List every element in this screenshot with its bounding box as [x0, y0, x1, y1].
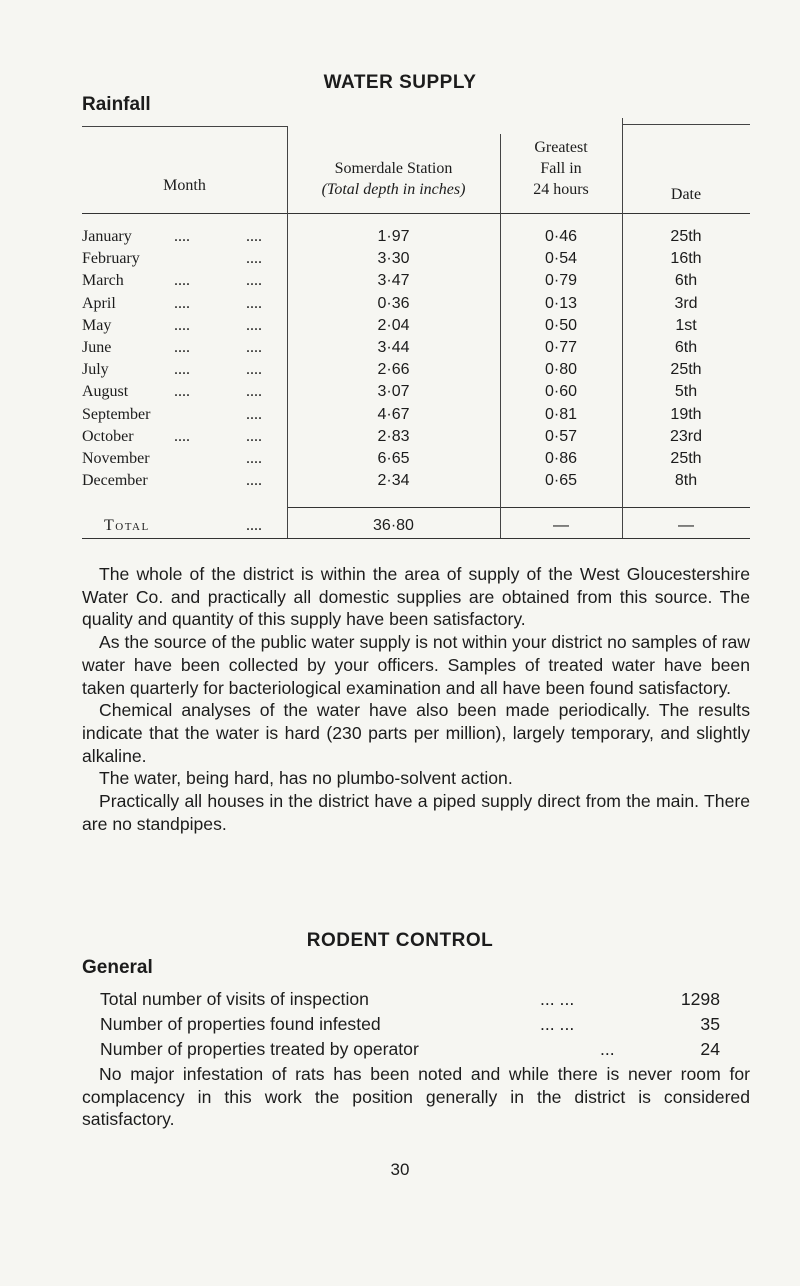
- rodent-title: RODENT CONTROL: [306, 930, 494, 951]
- header-date: Date: [670, 186, 702, 203]
- fall-cell: 0·77: [544, 339, 578, 356]
- leader-dots: ....: [246, 228, 262, 245]
- stat-label: Total number of visits of inspection: [100, 989, 369, 1009]
- table-row: [82, 315, 750, 336]
- date-cell: 6th: [674, 272, 698, 290]
- leader-dots: ....: [174, 427, 190, 445]
- leader-dots: ... ...: [540, 1014, 575, 1034]
- fall-cell: 0·54: [544, 250, 578, 268]
- leader-dots: ... ...: [540, 989, 575, 1009]
- depth-cell: 3·44: [377, 339, 410, 356]
- leader-dots: ....: [246, 383, 262, 401]
- page-title: WATER SUPPLY: [323, 72, 477, 93]
- table-rule: [622, 124, 750, 125]
- table-row: [82, 426, 750, 447]
- date-cell: 16th: [670, 250, 702, 268]
- table-rule: [82, 213, 287, 214]
- stat-label: Number of properties found infested: [100, 1014, 381, 1034]
- month-cell: [82, 448, 287, 469]
- leader-dots: ....: [246, 450, 262, 467]
- rainfall-table: [82, 118, 750, 541]
- date-cell: 3rd: [674, 294, 698, 312]
- depth-cell: 4·67: [377, 405, 410, 423]
- table-rule: [82, 126, 287, 127]
- total-date: —: [678, 517, 694, 534]
- table-row: [82, 293, 750, 314]
- depth-cell: 0·36: [377, 294, 410, 312]
- stat-row: [100, 1038, 720, 1061]
- depth-cell: 2·83: [377, 427, 410, 445]
- month-label: October: [82, 427, 134, 445]
- rodent-text: [82, 1063, 750, 1131]
- fall-cell: 0·65: [544, 472, 578, 490]
- header-station-sub: (Total depth in inches): [321, 181, 466, 198]
- leader-dots: ....: [246, 361, 262, 379]
- month-label: November: [82, 450, 150, 467]
- fall-cell: 0·80: [544, 361, 578, 379]
- paragraph: As the source of the public water supply is not within your district no samples of raw water have been collected by your officers. Samples of treated water have been taken quarterly for bacteriological examination and all have been found satisfactory.: [82, 632, 750, 698]
- month-cell: [82, 315, 287, 336]
- table-rule: [82, 538, 750, 539]
- month-label: May: [82, 316, 112, 334]
- total-fall: —: [553, 517, 569, 534]
- depth-cell: 2·04: [377, 316, 410, 334]
- fall-cell: 0·81: [544, 405, 578, 423]
- month-label: April: [82, 294, 116, 312]
- total-label: Total: [104, 517, 150, 534]
- date-cell: 8th: [674, 472, 698, 490]
- month-cell: [82, 381, 287, 402]
- table-row: [82, 270, 750, 291]
- leader-dots: ....: [246, 472, 262, 490]
- table-row: [82, 226, 750, 247]
- leader-dots: ....: [246, 294, 262, 312]
- paragraph: The water, being hard, has no plumbo-solvent action.: [99, 768, 513, 789]
- fall-cell: 0·79: [544, 272, 578, 290]
- month-label: January: [82, 228, 132, 245]
- fall-cell: 0·13: [544, 294, 578, 312]
- table-row: [82, 248, 750, 269]
- month-cell: [82, 248, 287, 269]
- date-cell: 6th: [674, 339, 698, 356]
- month-label: August: [82, 383, 129, 401]
- depth-cell: 1·97: [377, 228, 410, 245]
- table-rule: [287, 213, 750, 214]
- leader-dots: ....: [174, 383, 190, 401]
- depth-cell: 2·34: [377, 472, 410, 490]
- month-cell: [82, 293, 287, 314]
- depth-cell: 3·47: [377, 272, 410, 290]
- rodent-heading: General: [82, 957, 153, 978]
- leader-dots: ....: [174, 339, 190, 356]
- header-month: Month: [163, 177, 206, 194]
- month-cell: [82, 404, 287, 425]
- month-label: June: [82, 339, 112, 356]
- stat-value: 24: [700, 1039, 720, 1059]
- table-row: [82, 359, 750, 380]
- header-fall-3: 24 hours: [533, 181, 589, 198]
- leader-dots: ....: [246, 405, 262, 423]
- depth-cell: 6·65: [377, 450, 410, 467]
- paragraph: No major infestation of rats has been noted and while there is never room for complacency in this work the position generally in the district is considered satisfactory.: [82, 1064, 750, 1130]
- fall-cell: 0·46: [544, 228, 578, 245]
- month-label: July: [82, 361, 109, 379]
- date-cell: 23rd: [669, 427, 703, 445]
- leader-dots: ....: [246, 339, 262, 356]
- month-cell: [82, 426, 287, 447]
- date-cell: 25th: [670, 361, 702, 379]
- paragraph: The whole of the district is within the area of supply of the West Gloucestershire Water Co. and practically all domestic supplies are obtained from this source. The quality and quantity of this supply have been satisfactory.: [82, 564, 750, 630]
- paragraph: Chemical analyses of the water have also been made periodically. The results indicate that the water is hard (230 parts per million), largely temporary, and slightly alkaline.: [82, 700, 750, 766]
- stat-value: 1298: [680, 989, 720, 1009]
- month-cell: [82, 226, 287, 247]
- fall-cell: 0·86: [544, 450, 578, 467]
- leader-dots: ....: [174, 294, 190, 312]
- date-cell: 25th: [670, 450, 702, 467]
- month-label: December: [82, 472, 148, 490]
- header-fall-1: Greatest: [534, 139, 588, 156]
- water-text: [82, 563, 750, 835]
- stat-row: [100, 988, 720, 1011]
- month-label: March: [82, 272, 124, 290]
- total-row: [82, 515, 750, 536]
- leader-dots: ...: [600, 1039, 615, 1059]
- date-cell: 5th: [674, 383, 698, 401]
- table-row: [82, 448, 750, 469]
- leader-dots: ....: [174, 272, 190, 290]
- date-cell: 19th: [670, 405, 702, 423]
- month-cell: [82, 470, 287, 491]
- table-row: [82, 337, 750, 358]
- table-row: [82, 404, 750, 425]
- month-cell: [82, 337, 287, 358]
- leader-dots: ....: [246, 250, 262, 268]
- month-cell: [82, 359, 287, 380]
- header-station: Somerdale Station: [334, 160, 453, 177]
- fall-cell: 0·57: [544, 427, 578, 445]
- month-label: February: [82, 250, 140, 268]
- leader-dots: ....: [174, 361, 190, 379]
- stat-row: [100, 1013, 720, 1036]
- leader-dots: ....: [174, 228, 190, 245]
- leader-dots: ....: [246, 316, 262, 334]
- page-number: 30: [390, 1160, 410, 1179]
- month-label: September: [82, 405, 151, 423]
- fall-cell: 0·50: [544, 316, 578, 334]
- stat-value: 35: [700, 1014, 720, 1034]
- month-cell: [82, 270, 287, 291]
- date-cell: 1st: [675, 316, 697, 334]
- header-fall-2: Fall in: [540, 160, 582, 177]
- table-row: [82, 381, 750, 402]
- depth-cell: 2·66: [377, 361, 410, 379]
- depth-cell: 3·07: [377, 383, 410, 401]
- leader-dots: ....: [246, 517, 262, 534]
- depth-cell: 3·30: [377, 250, 410, 268]
- rainfall-heading: Rainfall: [82, 94, 151, 115]
- leader-dots: ....: [246, 427, 262, 445]
- fall-cell: 0·60: [544, 383, 578, 401]
- leader-dots: ....: [246, 272, 262, 290]
- leader-dots: ....: [174, 316, 190, 334]
- stat-label: Number of properties treated by operator: [100, 1039, 419, 1059]
- paragraph: Practically all houses in the district have a piped supply direct from the main. There are no standpipes.: [82, 791, 750, 834]
- date-cell: 25th: [670, 228, 702, 245]
- table-row: [82, 470, 750, 491]
- total-depth: 36·80: [373, 517, 414, 534]
- table-rule: [287, 507, 750, 508]
